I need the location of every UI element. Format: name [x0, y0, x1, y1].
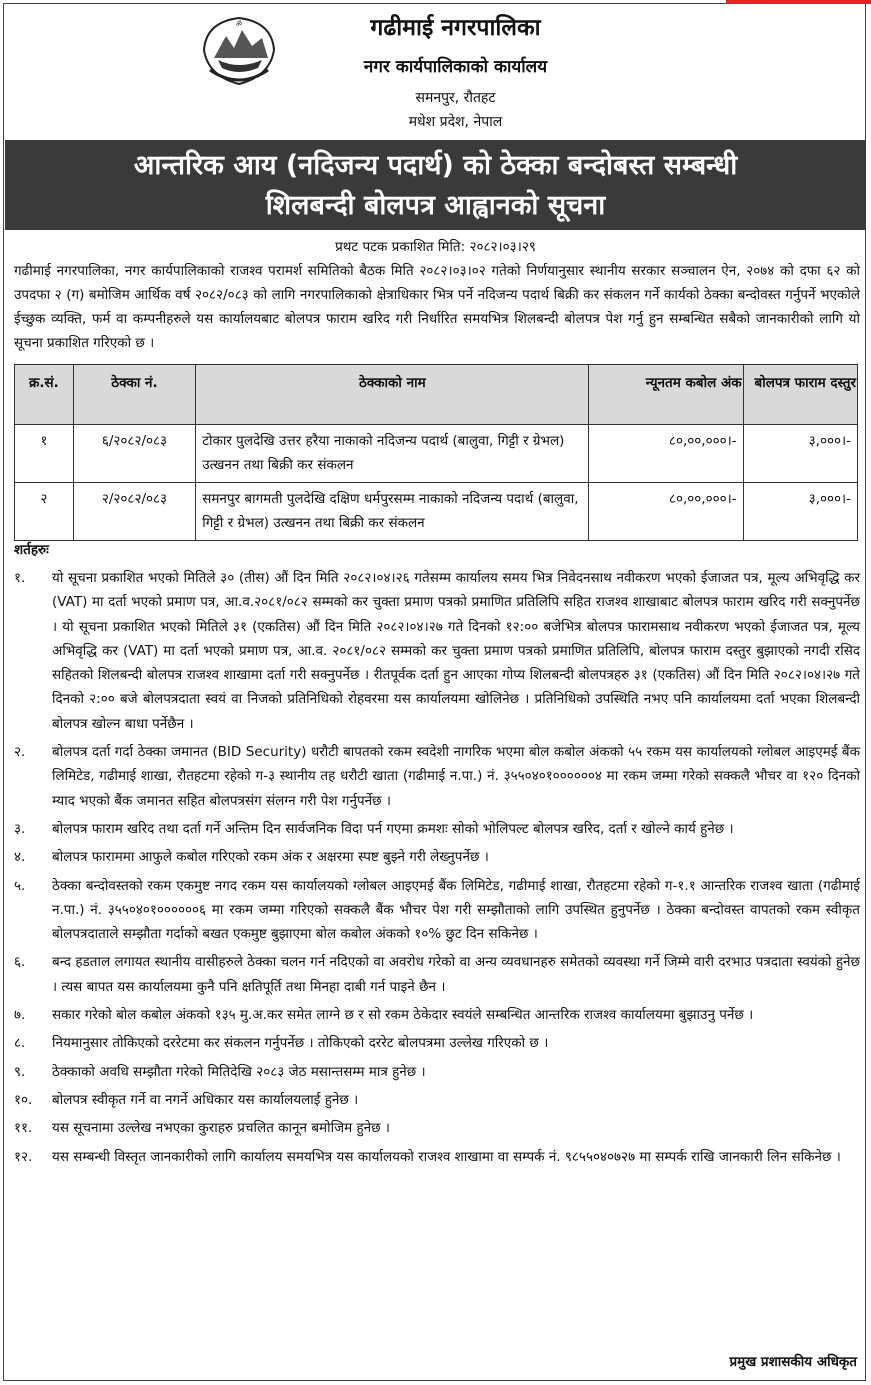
table-row: [15, 425, 858, 483]
term-text: ठेक्का बन्दोवस्तको रकम एकमुष्ट नगद रकम यस कार्यालयको ग्लोबल आइएमई बैंक लिमिटेड, गढीमाई शाखा, रौतहटमा रहेको ग-१.१ आन्तरिक राजश्व खाता (गढीमाई न.पा.) नं. ३५५०४०१००००००६ मा रकम जम्मा गरिएको सक्कलै बैंक भौचर पेश गरी सम्झौताको लागि उपस्थित हुनुपर्नेछ । ठेक्का बन्दोवस्त वापतको रकम स्वीकृत बोलपत्रदाताले सम्झौता गर्दाको बखत एकमुष्ट बुझाएमा बोल कबोल अंकको १०% छुट दिन सकिनेछ ।: [52, 877, 860, 943]
publication-date: प्रथट पटक प्रकाशित मिति: २०८२।०३।२९: [335, 239, 536, 255]
term-text: नियमानुसार तोकिएको दररेटमा कर संकलन गर्नुपर्नेछ । तोकिएको दररेट बोलपत्रमा उल्लेख गरिएको छ ।: [52, 1035, 549, 1052]
cell-contract-no: ६/२०८२/०८३: [73, 425, 196, 483]
term-text: बन्द हडताल लगायत स्थानीय वासीहरुले ठेक्का चलन गर्न नदिएको वा अवरोध गरेको वा अन्य व्यवधानहरु समेतको व्यवस्था गर्ने जिम्मे वारी दरभाउ पत्रदाता स्वयंको हुनेछ । त्यस बापत यस कार्यालयमा कुनै पनि क्षतिपूर्ति तथा मिनहा दाबी गर्न पाइने छैन ।: [52, 954, 860, 995]
term-item: [14, 874, 860, 947]
terms-list: [14, 566, 860, 1173]
header-serial: क्र.सं.: [15, 365, 74, 425]
term-number: ८.: [14, 1035, 26, 1052]
term-item: [14, 1003, 860, 1027]
notice-title-line-2: शिलबन्दी बोलपत्र आह्वानको सूचना: [265, 190, 606, 221]
cell-min-bid: ८०,००,०००।-: [589, 483, 743, 541]
term-text: ठेक्काको अवधि सम्झौता गरेको मितिदेखि २०८३ जेठ मसान्तसम्म मात्र हुनेछ ।: [52, 1063, 426, 1080]
term-item: [14, 566, 860, 736]
header-contract-no: ठेक्का नं.: [73, 365, 196, 425]
term-number: ६.: [14, 954, 26, 971]
office-name: नगर कार्यपालिकाको कार्यालय: [363, 57, 548, 77]
contracts-table: [14, 364, 858, 541]
intro-paragraph: गढीमाई नगरपालिका, नगर कार्यपालिकाको राजश्व परामर्श समितिको बैठक मिति २०८२।०३।०२ गतेको निर्णयानुसार स्थानीय सरकार सञ्चालन ऐन, २०७४ को दफा ६२ को उपदफा २ (ग) बमोजिम आर्थिक वर्ष २०८२/०८३ को लागि नगरपालिकाको क्षेत्राधिकार भित्र पर्ने नदिजन्य पदार्थ बिक्री कर संकलन गर्ने कार्यको ठेक्का बन्दोवस्त गर्नुपर्ने भएकोले ईच्छुक व्यक्ति, फर्म वा कम्पनीहरुले यस कार्यालयबाट बोलपत्र फाराम खरिद गरी निर्धारित समयभित्र शिलबन्दी बोलपत्र पेश गर्नु हुन सम्बन्धित सबैको जानकारीको लागि यो सूचना प्रकाशित गरिएको छ ।: [14, 263, 860, 351]
term-item: [14, 1116, 860, 1140]
term-number: ३.: [14, 820, 26, 837]
term-text: यस सम्बन्धी विस्तृत जानकारीको लागि कार्यालय समयभित्र यस कार्यालयको राजश्व शाखामा वा सम्पर्क नं. ९८५५०४०७२७ मा सम्पर्क राखि जानकारी लिन सकिनेछ ।: [52, 1148, 841, 1165]
term-item: [14, 817, 860, 841]
term-number: १२.: [14, 1148, 33, 1165]
cell-contract-name: समनपुर बागमती पुलदेखि दक्षिण धर्मपुरसम्म नाकाको नदिजन्य पदार्थ (बालुवा, गिट्टी र ग्रेभल) उत्खनन तथा बिक्री कर संकलन: [196, 483, 589, 541]
header-contract-name: ठेक्काको नाम: [196, 365, 589, 425]
term-text: बोलपत्र स्वीकृत गर्ने वा नगर्ने अधिकार यस कार्यालयलाई हुनेछ ।: [52, 1091, 359, 1108]
notice-title-line-1: आन्तरिक आय (नदिजन्य पदार्थ) को ठेक्का बन्दोबस्त सम्बन्धी: [133, 150, 738, 181]
term-item: [14, 1088, 860, 1112]
header-min-bid: न्यूनतम कबोल अंक: [589, 365, 743, 425]
cell-min-bid: ८०,००,०००।-: [589, 425, 743, 483]
cell-form-fee: ३,०००।-: [743, 425, 857, 483]
term-number: ५.: [14, 877, 26, 894]
header-form-fee: बोलपत्र फाराम दस्तुर: [743, 365, 857, 425]
address-line-1: समनपुर, रौतहट: [415, 90, 496, 106]
svg-text:ॐ: ॐ: [235, 20, 243, 28]
table-header-row: [15, 365, 858, 425]
term-text: बोलपत्र फाराममा आफुले कबोल गरिएको रकम अंक र अक्षरमा स्पष्ट बुझ्ने गरी लेख्नुपर्नेछ ।: [52, 849, 489, 866]
term-text: यस सूचनामा उल्लेख नभएका कुराहरु प्रचलित कानून बमोजिम हुनेछ ।: [52, 1120, 391, 1137]
cell-contract-name: टोकार पुलदेखि उत्तर हरैया नाकाको नदिजन्य पदार्थ (बालुवा, गिट्टी र ग्रेभल) उत्खनन तथा बिक्री कर संकलन: [196, 425, 589, 483]
table-row: [15, 483, 858, 541]
term-item: [14, 950, 860, 999]
notice-title-banner: [5, 140, 866, 230]
term-text: यो सूचना प्रकाशित भएको मितिले ३० (तीस) औं दिन मिति २०८२।०४।२६ गतेसम्म कार्यालय समय भित्र निवेदनसाथ नवीकरण भएको ईजाजत पत्र, मूल्य अभिवृद्धि कर (VAT) मा दर्ता भएको प्रमाण पत्र, आ.व.२०८१/०८२ सम्मको कर चुक्ता प्रमाण पत्रको प्रमाणित प्रतिलिपि सहित राजश्व शाखाबाट बोलपत्र फाराम खरिद गरी सक्नुपर्नेछ । यो सूचना प्रकाशित भएको मितिले ३१ (एकतिस) औं दिन मिति २०८२।०४।२७ गते दिनको १२:०० बजेभित्र बोलपत्र फारामसाथ नवीकरण भएको ईजाजत पत्र, मूल्य अभिवृद्धि कर (VAT) मा दर्ता भएको प्रमाण पत्र, आ.व. २०८१/०८२ सम्मको कर चुक्ता प्रमाण पत्रको प्रमाणित प्रतिलिपि, बोलपत्र फाराम दस्तुर बुझाएको नगदी रसिद सहितको शिलबन्दी बोलपत्र राजश्व शाखामा दर्ता गरी सक्नुपर्नेछ । रीतपूर्वक दर्ता हुन आएका गोप्य शिलबन्दी बोलपत्रहरु ३१ (एकतिस) औं दिन मिति २०८२।०४।२७ गते दिनको २:०० बजे बोलपत्रदाता स्वयं वा निजको प्रतिनिधिको रोहवरमा यस कार्यालयमा खोलिनेछ । प्रतिनिधिको उपस्थिति नभए पनि कार्यालयमा दर्ता भएका शिलबन्दी बोलपत्र खोल्न बाधा पर्नेछैन ।: [52, 570, 860, 732]
term-text: बोलपत्र फाराम खरिद तथा दर्ता गर्ने अन्तिम दिन सार्वजनिक विदा पर्न गएमा क्रमशः सोको भोलिपल्ट बोलपत्र खरिद, दर्ता र खोल्ने कार्य हुनेछ ।: [52, 820, 734, 837]
term-text: बोलपत्र दर्ता गर्दा ठेक्का जमानत (BID Security) धरौटी बापतको रकम स्वदेशी नागरिक भएमा बोल कबोल अंकको ५५ रकम यस कार्यालयको ग्लोबल आइएमई बैंक लिमिटेड, गढीमाई शाखा, रौतहटमा रहेको ग-३ स्थानीय तह धरौटी खाता (गढीमाई न.पा.) नं. ३५५०४०१००००००४ मा रकम जम्मा गरेको सक्कलै भौचर वा १२० दिनको म्याद भएको बैंक जमानत सहित बोलपत्रसंग संलग्न गरी पेश गर्नुपर्नेछ ।: [52, 744, 860, 809]
term-item: [14, 1145, 860, 1169]
terms-heading: शर्तहरुः: [14, 542, 49, 558]
cell-form-fee: ३,०००।-: [743, 483, 857, 541]
term-item: [14, 1031, 860, 1055]
top-right-red-bar: [726, 0, 871, 4]
term-number: १.: [14, 570, 26, 586]
term-item: [14, 1060, 860, 1084]
cell-serial: २: [15, 483, 74, 541]
term-number: ४.: [14, 849, 26, 866]
term-number: २.: [14, 744, 26, 761]
term-number: ९.: [14, 1063, 26, 1080]
cell-serial: १: [15, 425, 74, 483]
term-number: ७.: [14, 1007, 26, 1024]
term-number: १०.: [14, 1091, 33, 1108]
address-line-2: मधेश प्रदेश, नेपाल: [408, 114, 503, 130]
term-item: [14, 845, 860, 869]
cell-contract-no: २/२०८२/०८३: [73, 483, 196, 541]
signatory-title: प्रमुख प्रशासकीय अधिकृत: [729, 1354, 857, 1370]
municipality-name: गढीमाई नगरपालिका: [370, 15, 541, 41]
term-item: [14, 740, 860, 813]
term-text: सकार गरेको बोल कबोल अंकको १३५ मु.अ.कर समेत लाग्ने छ र सो रकम ठेकेदार स्वयंले सम्बन्धित आन्तरिक राजश्व कार्यालयमा बुझाउनु पर्नेछ ।: [52, 1007, 754, 1024]
term-number: ११.: [14, 1120, 33, 1137]
